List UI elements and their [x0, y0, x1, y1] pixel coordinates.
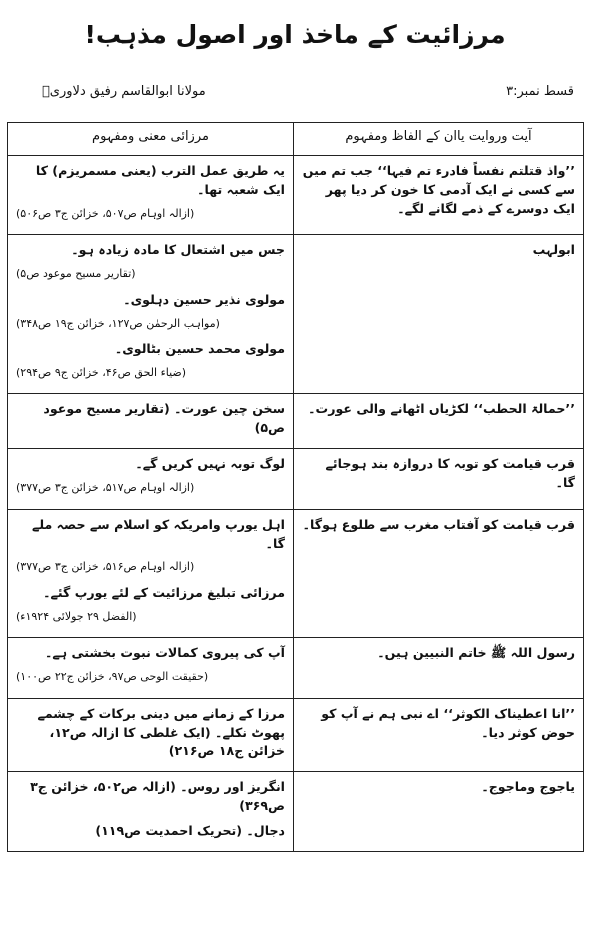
author-name: مولانا ابوالقاسم رفیق دلاوریؒ [42, 84, 206, 99]
verse-cell [294, 449, 584, 509]
verse-text: قرب قیامت کو آفتاب مغرب سے طلوع ہوگا۔ [302, 516, 575, 532]
meaning-text: جس میں اشتعال کا مادہ زیادہ ہو۔ [71, 242, 285, 258]
meaning-text: دجال۔ (تحریک احمدیت ص۱۱۹) [95, 823, 285, 839]
reference-citation: (مواہب الرحمٰن ص۱۲۷، خزائن ج۱۹ ص۳۴۸) [16, 316, 220, 330]
mirzai-meaning-cell [8, 638, 294, 698]
table-row [8, 698, 584, 772]
meaning-text: لوگ توبہ نہیں کریں گے۔ [135, 456, 285, 472]
table-row [8, 509, 584, 638]
verse-text: ’’واذ قتلتم نفساً فادرء تم فیہا‘‘ جب تم میں سے کسی نے ایک آدمی کا خون کر دیا پھر ایک دوسرے کے ذمے لگانے لگے۔ [302, 163, 575, 216]
page-title: مرزائیت کے ماخذ اور اصول مذہب! [84, 20, 506, 49]
mirzai-meaning-cell [8, 449, 294, 509]
mirzai-meaning-cell [8, 156, 294, 235]
meaning-text: اہل یورپ وامریکہ کو اسلام سے حصہ ملے گا۔ [31, 516, 285, 551]
verse-cell [294, 509, 584, 638]
table-row [8, 235, 584, 394]
byline [12, 84, 578, 108]
verse-text: قرب قیامت کو توبہ کا دروازہ بند ہوجائے گا۔ [325, 456, 575, 491]
table-row [8, 772, 584, 852]
table-row [8, 449, 584, 509]
meaning-text: یہ طریق عمل الترب (یعنی مسمریزم) کا ایک شعبہ تھا۔ [35, 163, 285, 197]
verse-cell [294, 235, 584, 394]
mirzai-meaning-cell [8, 772, 294, 852]
reference-citation: (تقاریر مسیح موعود ص۵) [16, 267, 136, 281]
verse-cell [294, 772, 584, 852]
header-verse: آیت وروایت یاان کے الفاظ ومفہوم [294, 123, 584, 156]
table-row [8, 156, 584, 235]
verse-text: رسول اللہ ﷺ خاتم النبیین ہیں۔ [377, 645, 575, 661]
meaning-text: مرزا کے زمانے میں دینی برکات کے چشمے پھوٹ نکلے۔ (ایک غلطی کا ازالہ ص۱۲، خزائن ج۱۸ ص۲۱۶) [37, 705, 285, 759]
header-mirzai-meaning: مرزائی معنی ومفہوم [8, 123, 294, 156]
verse-text: ’’انا اعطیناک الکوثر‘‘ اے نبی ہم نے آپ کو حوض کوثر دیا۔ [321, 705, 575, 740]
verse-text: ’’حمالۃ الحطب‘‘ لکڑیاں اٹھانے والی عورت۔ [308, 401, 575, 417]
table-row [8, 638, 584, 698]
reference-citation: (ضیاء الحق ص۴۶، خزائن ج۹ ص۲۹۴) [16, 365, 187, 379]
table-header-row [8, 123, 584, 156]
meaning-text: مرزائی تبلیغ مرزائیت کے لئے یورپ گئے۔ [43, 584, 285, 600]
meaning-text: انگریز اور روس۔ (ازالہ ص۵۰۲، خزائن ج۳ ص۳۶۹) [30, 779, 285, 814]
meaning-text: مولوی نذیر حسین دہلوی۔ [123, 291, 285, 307]
meaning-text: مولوی محمد حسین بٹالوی۔ [114, 341, 285, 357]
verse-cell [294, 394, 584, 449]
mirzai-meaning-cell [8, 698, 294, 772]
verse-cell [294, 638, 584, 698]
episode-number: قسط نمبر:۳ [506, 84, 574, 99]
meaning-text: سخن چین عورت۔ (تقاریر مسیح موعود ص۵) [43, 401, 285, 436]
reference-citation: (حقیقت الوحی ص۹۷، خزائن ج۲۲ ص۱۰۰) [16, 670, 209, 684]
verse-text: ابولہب [532, 242, 575, 258]
table-row [8, 394, 584, 449]
comparison-table [7, 122, 584, 852]
reference-citation: (الفضل ۲۹ جولائی ۱۹۲۴ء) [16, 609, 137, 623]
verse-cell [294, 698, 584, 772]
verse-text: یاجوج وماجوج۔ [481, 779, 575, 795]
reference-citation: (ازالہ اوہام ص۵۱۷، خزائن ج۳ ص۳۷۷) [16, 481, 195, 495]
reference-citation: (ازالہ اوہام ص۵۰۷، خزائن ج۳ ص۵۰۶) [16, 206, 195, 220]
table-body [8, 156, 584, 852]
mirzai-meaning-cell [8, 509, 294, 638]
reference-citation: (ازالہ اوہام ص۵۱۶، خزائن ج۳ ص۳۷۷) [16, 560, 195, 574]
mirzai-meaning-cell [8, 394, 294, 449]
mirzai-meaning-cell [8, 235, 294, 394]
meaning-text: آپ کی پیروی کمالات نبوت بخشتی ہے۔ [44, 645, 285, 661]
verse-cell [294, 156, 584, 235]
